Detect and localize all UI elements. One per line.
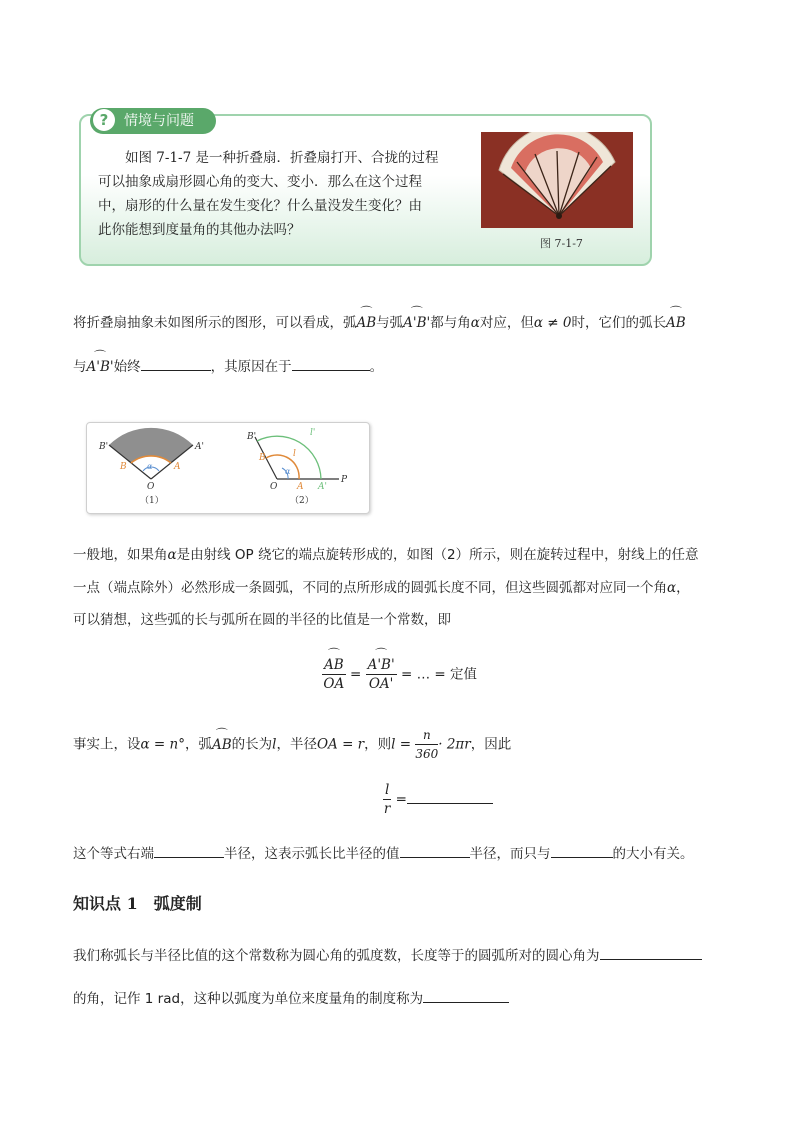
radius-equation: OA = r — [316, 736, 365, 753]
context-line: 如图 7-1-7 是一种折叠扇．折叠扇打开、合拢的过程 — [98, 150, 439, 166]
label-p: P — [341, 475, 348, 485]
text-segment: 时，它们的弧长 — [571, 315, 666, 331]
label-a1: A' — [318, 482, 327, 492]
text-segment: 这个等式右端 — [73, 846, 154, 862]
context-text — [98, 146, 478, 242]
label-alpha: α — [147, 462, 153, 471]
arc-a1b1: ⌒ A'B' — [403, 313, 430, 333]
fill-blank[interactable] — [400, 843, 470, 858]
label-l: l — [293, 449, 296, 459]
sector-figure — [86, 422, 370, 514]
fill-blank[interactable] — [551, 843, 613, 858]
label-b1: B' — [99, 442, 109, 452]
arc-a1b1: ⌒ A'B' — [368, 656, 395, 674]
label-a: A — [174, 462, 181, 472]
fill-blank[interactable] — [292, 356, 370, 371]
text-segment: ，弧 — [184, 736, 212, 753]
numerator: n — [415, 726, 438, 745]
text-segment: 半径，而只与 — [469, 846, 551, 862]
text-segment: 的大小有关。 — [612, 846, 694, 862]
text-segment: 的长为 — [231, 736, 273, 753]
paragraph-1-line-1 — [73, 313, 686, 333]
question-icon: ? — [93, 109, 115, 131]
text-segment: 。 — [369, 359, 384, 375]
text-segment: 与 — [73, 359, 87, 375]
label-alpha: α — [285, 467, 291, 476]
text-segment: ，其原因在于 — [210, 359, 292, 375]
context-tab-label: 情境与问题 — [124, 113, 194, 129]
label-a1: A' — [195, 442, 204, 452]
equation-rest: = … = 定值 — [400, 666, 477, 683]
paragraph-2-line-3: 可以猜想，这些弧的长与弧所在圆的半径的比值是一个常数，即 — [73, 612, 451, 628]
text-segment: 事实上，设 — [73, 736, 141, 753]
arc-a1b1: ⌒ A'B' — [87, 357, 114, 377]
figure-2-caption: （2） — [290, 496, 314, 506]
paragraph-2-line-2 — [73, 578, 690, 598]
folding-fan-photo — [481, 132, 633, 228]
fill-blank[interactable] — [407, 789, 493, 804]
symbol-l: l — [272, 736, 277, 753]
text-segment: 始终 — [113, 359, 141, 375]
arc-ab: ⌒ AB — [357, 313, 377, 333]
figure-1-caption: （1） — [140, 496, 164, 506]
context-line: 可以抽象成扇形圆心角的变大、变小．那么在这个过程 — [98, 174, 422, 190]
formula-tail: · 2πr — [438, 736, 471, 753]
equals-sign: = — [349, 666, 362, 683]
text-segment: 对应，但 — [479, 315, 534, 331]
section-title: 知识点 1 弧度制 — [73, 894, 202, 913]
alpha-symbol: α — [470, 315, 480, 331]
numerator: l — [385, 782, 390, 798]
paragraph-2-line-1 — [73, 545, 699, 565]
alpha-symbol: α — [667, 580, 677, 596]
text-segment: ，则 — [364, 736, 392, 753]
text-segment: 是由射线 OP 绕它的端点旋转形成的，如图（2）所示，则在旋转过程中，射线上的任意 — [176, 547, 699, 563]
paragraph-1-line-2 — [73, 356, 383, 377]
label-a: A — [297, 482, 304, 492]
arc-ab: ⌒ AB — [666, 313, 686, 333]
context-tab — [90, 108, 216, 134]
paragraph-5-line-2 — [73, 988, 509, 1009]
equals-sign: = — [395, 791, 407, 808]
arc-ab: ⌒ AB — [212, 735, 232, 755]
label-o: O — [147, 482, 155, 492]
context-line: 中，扇形的什么量在发生变化？什么量没发生变化？由 — [98, 198, 422, 214]
fill-blank[interactable] — [154, 843, 224, 858]
alpha-condition: α ≠ 0 — [533, 315, 572, 331]
denominator: 360 — [415, 747, 439, 761]
text-segment: ，半径 — [276, 736, 317, 753]
alpha-equation: α = n° — [140, 736, 185, 753]
denominator: r — [383, 801, 391, 817]
fill-blank[interactable] — [423, 988, 509, 1003]
text-segment: 半径，这表示弧长比半径的值 — [224, 846, 400, 862]
fill-blank[interactable] — [141, 356, 211, 371]
text-segment: 将折叠扇抽象未如图所示的图形，可以看成，弧 — [73, 315, 357, 331]
label-b: B — [120, 462, 127, 472]
label-o: O — [270, 482, 278, 492]
paragraph-5-line-1 — [73, 945, 702, 966]
arc-ab: ⌒ AB — [324, 656, 344, 674]
fraction — [366, 656, 397, 693]
paragraph-3 — [73, 726, 511, 763]
text-segment: 一般地，如果角 — [73, 547, 168, 563]
label-b: B — [259, 453, 266, 463]
context-line: 此你能想到度量角的其他办法吗？ — [98, 222, 301, 238]
fraction — [322, 656, 346, 693]
fill-blank[interactable] — [600, 945, 702, 960]
text-segment: ，因此 — [470, 736, 512, 753]
paragraph-4 — [73, 843, 694, 864]
l-equation: l = — [391, 736, 412, 753]
label-b1: B' — [247, 432, 257, 442]
denominator: OA — [323, 676, 345, 692]
alpha-symbol: α — [167, 547, 177, 563]
fraction — [415, 726, 438, 763]
text-segment: ， — [676, 580, 690, 596]
fraction — [383, 781, 391, 818]
label-l1: l' — [310, 428, 316, 438]
equation-l-over-r — [383, 781, 493, 818]
text-segment: 与弧 — [376, 315, 404, 331]
text-segment: 的角，记作 1 rad，这种以弧度为单位来度量角的制度称为 — [73, 991, 424, 1007]
text-segment: 一点（端点除外）必然形成一条圆弧，不同的点所形成的圆弧长度不同，但这些圆弧都对应同一个角 — [73, 580, 667, 596]
equation-ratio — [322, 656, 477, 693]
text-segment: 都与角 — [430, 315, 471, 331]
denominator: OA' — [368, 676, 394, 692]
text-segment: 我们称弧长与半径比值的这个常数称为圆心角的弧度数，长度等于的圆弧所对的圆心角为 — [73, 948, 600, 964]
figure-caption: 图 7-1-7 — [540, 237, 583, 250]
